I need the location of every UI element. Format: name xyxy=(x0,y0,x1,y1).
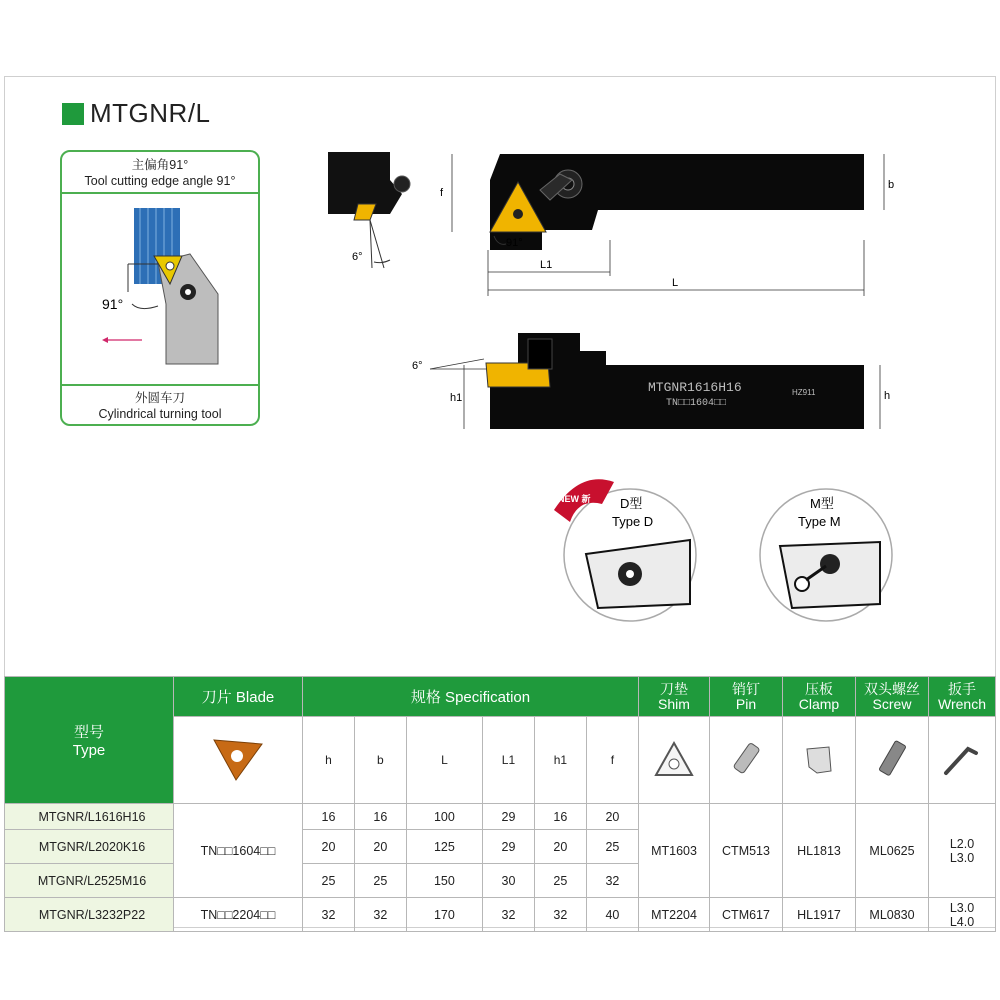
wrench-cell: L3.0 L4.0 xyxy=(929,898,996,932)
wrench-icon xyxy=(929,717,996,804)
cell-L1: 32 xyxy=(483,898,535,932)
cell-L: 100 xyxy=(406,804,482,830)
cell-h: 16 xyxy=(303,804,355,830)
cutting-angle-card xyxy=(60,150,260,426)
cell-h1: 16 xyxy=(534,804,586,830)
col-h1: h1 xyxy=(534,717,586,804)
col-L: L xyxy=(406,717,482,804)
wrench-cell: L2.0 L3.0 xyxy=(929,804,996,898)
cell-f: 25 xyxy=(586,830,638,864)
side-view-drawing xyxy=(400,325,910,435)
cell-b: 16 xyxy=(354,804,406,830)
cell-L1: 29 xyxy=(483,830,535,864)
type-d-en: Type D xyxy=(612,514,654,529)
pin-icon xyxy=(710,717,783,804)
marking-main: MTGNR1616H16 xyxy=(648,380,742,395)
side-angle: 6° xyxy=(412,360,423,372)
title-text: MTGNR/L xyxy=(90,98,211,128)
type-m-en: Type M xyxy=(798,514,841,529)
holder-top-view xyxy=(490,154,864,250)
cell-L: 170 xyxy=(406,898,482,932)
clamp-icon xyxy=(783,717,856,804)
cell-f: 20 xyxy=(586,804,638,830)
cell-b: 20 xyxy=(354,830,406,864)
dim-b: b xyxy=(888,179,895,191)
wrench-header: 扳手 Wrench xyxy=(929,677,996,717)
cell-L: 125 xyxy=(406,830,482,864)
shim-cell: MT1603 xyxy=(639,804,710,898)
dim-f: f xyxy=(440,187,444,199)
shim-cell: MT2204 xyxy=(639,898,710,932)
model-cell: MTGNR/L2525M16 xyxy=(5,864,174,898)
marking-code: HZ911 xyxy=(792,388,816,397)
cell-L1: 30 xyxy=(483,864,535,898)
blade-header: 刀片 Blade xyxy=(174,677,303,717)
screw-cell: ML0830 xyxy=(856,898,929,932)
model-cell: MTGNR/L3232P22 xyxy=(5,898,174,932)
pin-cell: CTM513 xyxy=(710,804,783,898)
turning-diagram xyxy=(62,194,258,384)
shim-icon xyxy=(639,717,710,804)
model-cell: MTGNR/L2020K16 xyxy=(5,830,174,864)
card-footer xyxy=(62,384,258,424)
card-footer-cn: 外圆车刀 xyxy=(134,391,185,405)
cell-h: 32 xyxy=(303,898,355,932)
spec-header: 规格 Specification xyxy=(303,677,639,717)
angle-label: 91° xyxy=(102,296,124,312)
clamp-types xyxy=(540,470,900,640)
clamp-cell: HL1813 xyxy=(783,804,856,898)
cell-h1: 32 xyxy=(534,898,586,932)
dim-h: h xyxy=(884,390,891,402)
type-d-cn: D型 xyxy=(620,496,643,511)
top-view-drawing xyxy=(310,140,910,310)
card-footer-en: Cylindrical turning tool xyxy=(98,407,222,421)
cell-b: 32 xyxy=(354,898,406,932)
spec-table xyxy=(4,676,996,932)
dim-h1: h1 xyxy=(450,392,463,404)
card-header-cn: 主偏角91° xyxy=(131,158,189,172)
marking-sub: TN□□1604□□ xyxy=(666,398,727,409)
title-marker xyxy=(62,103,84,125)
col-f: f xyxy=(586,717,638,804)
model-cell: MTGNR/L1616H16 xyxy=(5,804,174,830)
cell-h: 25 xyxy=(303,864,355,898)
col-b: b xyxy=(354,717,406,804)
product-title xyxy=(62,98,211,129)
screw-header: 双头螺丝 Screw xyxy=(856,677,929,717)
card-header-en: Tool cutting edge angle 91° xyxy=(84,174,236,188)
blade-cell: TN□□1604□□ xyxy=(174,804,303,898)
pin-header: 销钉 Pin xyxy=(710,677,783,717)
pin-cell: CTM617 xyxy=(710,898,783,932)
table-row xyxy=(5,898,996,932)
new-badge-text: NEW 新 xyxy=(558,494,591,504)
dim-L: L xyxy=(672,277,679,289)
cell-h: 20 xyxy=(303,830,355,864)
clamp-header: 压板 Clamp xyxy=(783,677,856,717)
clamp-cell: HL1917 xyxy=(783,898,856,932)
screw-cell: ML0625 xyxy=(856,804,929,898)
cell-h1: 25 xyxy=(534,864,586,898)
end-view-angle: 6° xyxy=(352,251,363,263)
cell-L: 150 xyxy=(406,864,482,898)
col-L1: L1 xyxy=(483,717,535,804)
shim-header: 刀垫 Shim xyxy=(639,677,710,717)
top-angle: 91° xyxy=(506,237,523,249)
blade-cell: TN□□2204□□ xyxy=(174,898,303,932)
cell-h1: 20 xyxy=(534,830,586,864)
cell-b: 25 xyxy=(354,864,406,898)
table-row xyxy=(5,804,996,830)
screw-icon xyxy=(856,717,929,804)
cell-f: 40 xyxy=(586,898,638,932)
type-m-cn: M型 xyxy=(810,496,834,511)
col-h: h xyxy=(303,717,355,804)
dim-L1: L1 xyxy=(540,259,553,271)
cell-L1: 29 xyxy=(483,804,535,830)
blade-icon xyxy=(174,717,303,804)
card-header xyxy=(62,152,258,194)
cell-f: 32 xyxy=(586,864,638,898)
type-header: 型号 Type xyxy=(5,677,174,804)
